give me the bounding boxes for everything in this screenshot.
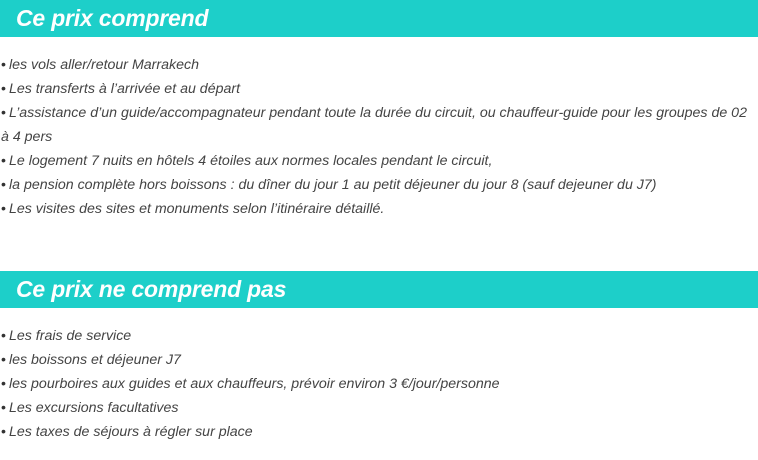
excluded-title: Ce prix ne comprend pas bbox=[16, 276, 287, 302]
list-item bbox=[0, 372, 758, 396]
list-item-text: la pension complète hors boissons : du dîner du jour 1 au petit déjeuner du jour 8 (sauf dejeuner du J7) bbox=[8, 177, 657, 193]
excluded-list bbox=[0, 308, 758, 444]
excluded-section bbox=[0, 271, 758, 444]
bullet: • bbox=[1, 424, 6, 440]
bullet: • bbox=[1, 328, 6, 344]
list-item-text: Le logement 7 nuits en hôtels 4 étoiles aux normes locales pendant le circuit, bbox=[8, 153, 493, 169]
bullet: • bbox=[1, 153, 6, 169]
list-item bbox=[0, 53, 758, 77]
list-item bbox=[0, 348, 758, 372]
list-item bbox=[0, 149, 758, 173]
list-item bbox=[0, 77, 758, 101]
bullet: • bbox=[1, 177, 6, 193]
list-item-text: L’assistance d’un guide/accompagnateur pendant toute la durée du circuit, ou chauffeur-guide pour les groupes de 02 à 4 pers bbox=[1, 105, 747, 145]
included-list bbox=[0, 37, 758, 221]
list-item bbox=[0, 324, 758, 348]
list-item-text: Les excursions facultatives bbox=[8, 400, 179, 416]
included-header bbox=[0, 0, 758, 37]
list-item-text: les vols aller/retour Marrakech bbox=[8, 57, 199, 73]
list-item-text: Les visites des sites et monuments selon l’itinéraire détaillé. bbox=[8, 201, 385, 217]
bullet: • bbox=[1, 352, 6, 368]
list-item bbox=[0, 197, 758, 221]
bullet: • bbox=[1, 400, 6, 416]
list-item bbox=[0, 101, 758, 149]
excluded-header bbox=[0, 271, 758, 308]
list-item bbox=[0, 173, 758, 197]
list-item bbox=[0, 396, 758, 420]
list-item-text: Les transferts à l’arrivée et au départ bbox=[8, 81, 241, 97]
list-item-text: Les frais de service bbox=[8, 328, 132, 344]
included-title: Ce prix comprend bbox=[16, 5, 209, 31]
bullet: • bbox=[1, 376, 6, 392]
list-item-text: les pourboires aux guides et aux chauffeurs, prévoir environ 3 €/jour/personne bbox=[8, 376, 500, 392]
bullet: • bbox=[1, 81, 6, 97]
bullet: • bbox=[1, 201, 6, 217]
list-item bbox=[0, 420, 758, 444]
included-section bbox=[0, 0, 758, 221]
list-item-text: les boissons et déjeuner J7 bbox=[8, 352, 181, 368]
bullet: • bbox=[1, 57, 6, 73]
bullet: • bbox=[1, 105, 6, 121]
list-item-text: Les taxes de séjours à régler sur place bbox=[8, 424, 253, 440]
